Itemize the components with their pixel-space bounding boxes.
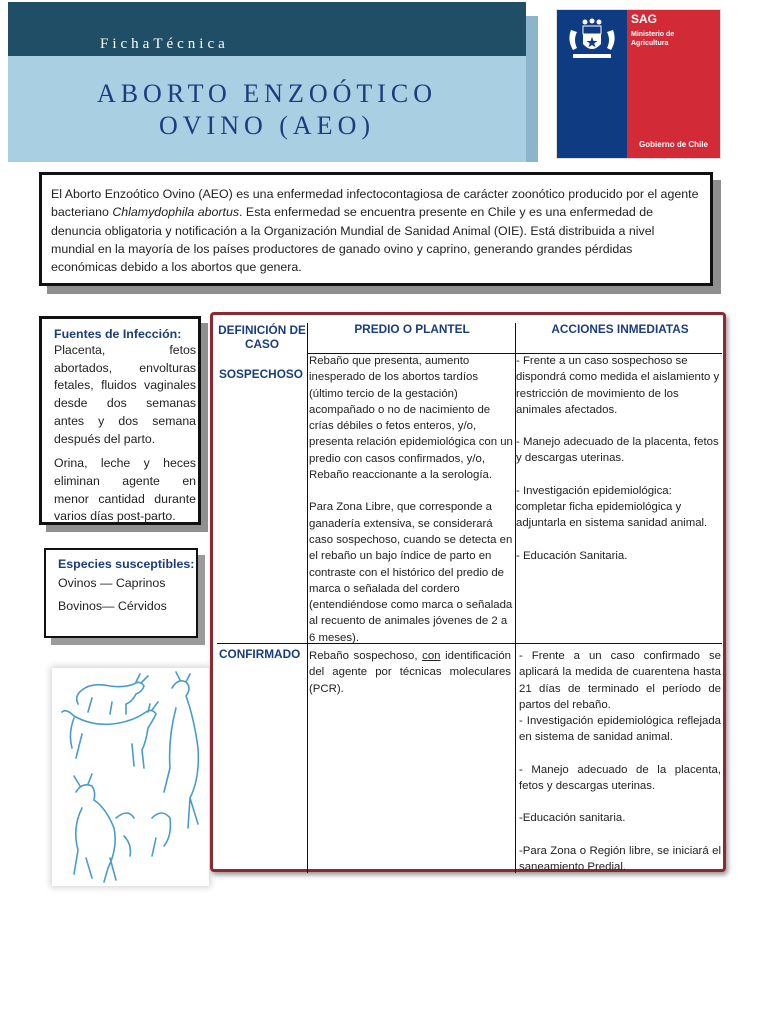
sospechoso-acciones-cell <box>516 353 722 564</box>
sospechoso-predio-p1: Rebaño que presenta, aumento inesperado de los abortos tardíos (último tercio de la gestación) acompañado o no de nacimiento de crías débiles o fetos enteros, y/o, presenta relación epidemiológica con un predio con casos confirmados, y/o, Rebaño reaccionante a la serología. <box>309 355 513 482</box>
sheep-sketch-illustration <box>52 668 209 886</box>
page-title <box>8 78 526 142</box>
sag-logo <box>557 10 720 158</box>
confirmado-accion-1: - Frente a un caso confirmado se aplicará la medida de cuarentena hasta 21 días de terminado el período de partos del rebaño. <box>519 650 721 711</box>
logo-ministry: Ministerio de Agricultura <box>631 31 675 47</box>
especies-box <box>44 548 198 638</box>
confirmado-predio-con: con <box>422 650 441 662</box>
intro-text-1: El Aborto Enzoótico Ovino (AEO) es una enfermedad infectocontagiosa de carácter zoonótico producido por el agente bacteriano <box>51 187 699 220</box>
sospechoso-predio-cell <box>309 353 515 646</box>
especies-line-2: Bovinos— Cérvidos <box>58 599 167 613</box>
page-title-line2: OVINO (AEO) <box>158 111 375 140</box>
logo-blue-panel <box>557 10 627 158</box>
chile-coat-of-arms-icon <box>563 16 621 68</box>
row-label-sospechoso: SOSPECHOSO <box>219 367 303 381</box>
sospechoso-predio-p2: Para Zona Libre, que corresponde a ganadería extensiva, se considerará caso sospechoso, cuando se detecta en el rebaño un bajo índice de parto en contraste con el histórico del predio de marca o señalada del cordero (entendiéndose como marca o señalada al recuento de animales jóvenes de 2 a 6 meses). <box>309 501 513 644</box>
confirmado-accion-3: - Manejo adecuado de la placenta, fetos y descargas uterinas. <box>519 763 721 793</box>
fuentes-box <box>39 316 201 525</box>
intro-text-2: . Esta enfermedad se encuentra presente en Chile y es una enfermedad de denuncia obligatoria y notificación a la Organización Mundial de Sanidad Animal (OIE). Está distribuida a nivel mundial en la mayoría de los países productores de ganado ovino y caprino, generando grandes pérdidas económicas debido a los abortos que genera. <box>51 205 655 275</box>
especies-line-1: Ovinos — Caprinos <box>58 576 166 590</box>
row-label-confirmado: CONFIRMADO <box>219 647 301 661</box>
confirmado-predio-text <box>309 648 511 697</box>
intro-species: Chlamydophila abortus <box>112 205 240 220</box>
sospechoso-accion-1: - Frente a un caso sospechoso se dispondrá como medida el aislamiento y restricción de movimiento de los animales afectados. <box>516 355 720 416</box>
fuentes-paragraph-1: Placenta, fetos abortados, envolturas fetales, fluidos vaginales desde dos semanas antes y dos semana después del parto. <box>54 343 196 446</box>
case-definition-table <box>210 312 726 872</box>
header-shadow <box>526 16 538 162</box>
header-subtitle: FichaTécnica <box>100 36 229 52</box>
logo-red-panel <box>627 10 720 158</box>
table-header-definicion: DEFINICIÓN DE CASO <box>218 323 306 351</box>
especies-title: Especies susceptibles: <box>58 557 195 571</box>
fuentes-paragraph-2: Orina, leche y heces eliminan agente en menor cantidad durante varios días post-parto. <box>54 456 196 524</box>
header-dark-band <box>8 2 526 56</box>
confirmado-acciones-cell <box>519 648 721 875</box>
sospechoso-accion-4: - Educación Sanitaria. <box>516 549 628 562</box>
confirmado-accion-2: - Investigación epidemiológica reflejada en sistema de sanidad animal. <box>519 715 721 744</box>
table-col-divider-1 <box>307 323 308 873</box>
page-title-line1: ABORTO ENZOÓTICO <box>96 79 438 108</box>
intro-paragraph <box>51 185 701 276</box>
confirmado-predio-b: identificación del agente por técnicas moleculares (PCR). <box>309 650 511 695</box>
logo-government: Gobierno de Chile <box>639 140 708 149</box>
sheep-sketch-icon <box>52 668 209 886</box>
sospechoso-accion-3: - Investigación epidemiológica: completar ficha epidemiológica y adjuntarla en sistema sanidad animal. <box>516 484 708 530</box>
sospechoso-accion-2: - Manejo adecuado de la placenta, fetos y descargas uterinas. <box>516 436 719 465</box>
confirmado-predio-a: Rebaño sospechoso, <box>309 650 423 662</box>
confirmado-accion-5: -Para Zona o Región libre, se iniciará el saneamiento Predial. <box>519 844 721 873</box>
table-header-predio: PREDIO O PLANTEL <box>354 322 470 336</box>
table-header-acciones: ACCIONES INMEDIATAS <box>551 322 689 336</box>
fuentes-title: Fuentes de Infección: <box>54 327 182 341</box>
intro-box <box>39 172 713 286</box>
header-banner <box>8 2 538 162</box>
confirmado-predio-cell <box>309 648 511 697</box>
logo-acronym: SAG <box>631 12 658 26</box>
confirmado-accion-4: -Educación sanitaria. <box>519 812 626 825</box>
